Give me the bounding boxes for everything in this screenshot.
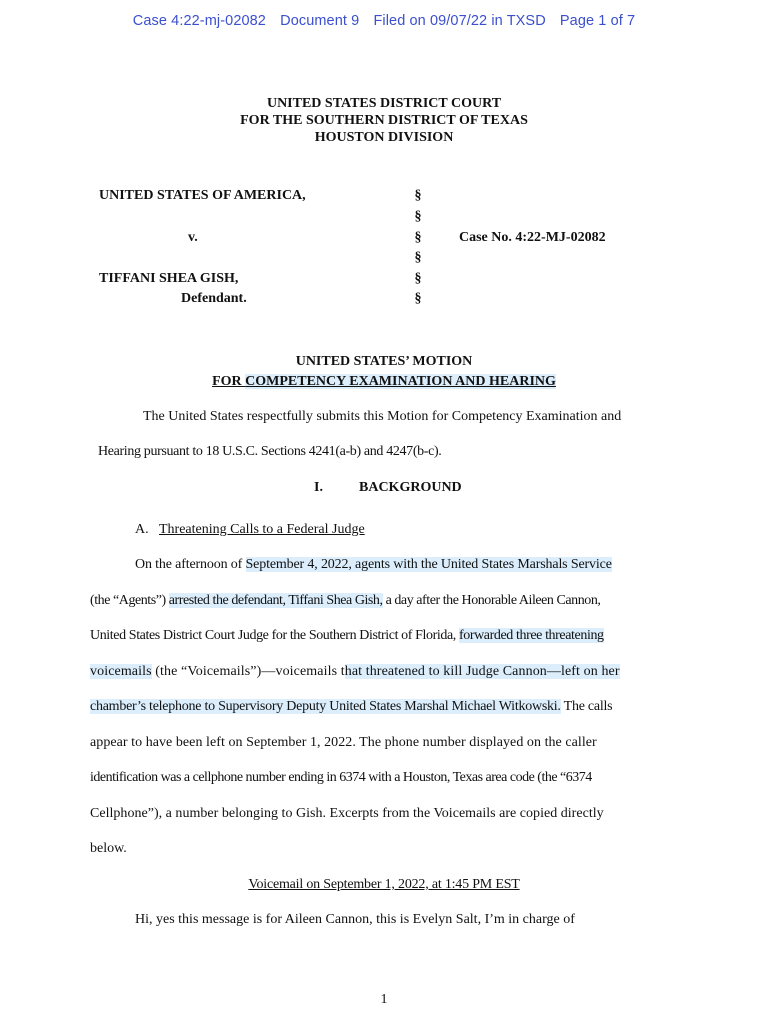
section-symbol: § [414,230,422,245]
motion-title-prefix: FOR [212,374,246,389]
highlighted-text: forwarded three threatening [458,628,604,643]
paragraph-line-1 [135,557,680,573]
subsection-title: Threatening Calls to a Federal Judge [159,522,365,537]
paragraph-line-6: appear to have been left on September 1, 2022. The phone number displayed on the caller [90,735,597,750]
section-symbol: § [414,188,422,203]
highlighted-text: hat threatened to kill Judge Cannon—left on her [344,664,620,679]
paragraph-line-8: Cellphone”), a number belonging to Gish. Excerpts from the Voicemails are copied directly [90,806,604,821]
court-district: FOR THE SOUTHERN DISTRICT OF TEXAS [240,113,528,128]
paragraph-text: United States District Court Judge for the Southern District of Florida, [90,628,459,643]
paragraph-line-3 [90,628,678,644]
ecf-filed-date: Filed on 09/07/22 in TXSD [373,13,546,29]
caption-defendant-name: TIFFANI SHEA GISH, [99,271,239,286]
section-symbol: § [414,291,422,306]
ecf-filing-header [0,13,768,29]
caption-versus: v. [188,230,198,245]
caption-defendant-label: Defendant. [181,291,247,306]
highlighted-text: September 4, 2022, agents with the United States Marshals Service [245,557,612,572]
section-symbol: § [414,271,422,286]
ecf-case-number: Case 4:22-mj-02082 [132,13,266,29]
highlighted-text: voicemails [90,664,152,679]
intro-line-2: Hearing pursuant to 18 U.S.C. Sections 4241(a-b) and 4247(b-c). [98,444,442,459]
caption-plaintiff: UNITED STATES OF AMERICA, [99,188,306,203]
court-name: UNITED STATES DISTRICT COURT [266,96,502,111]
intro-line-1: The United States respectfully submits this Motion for Competency Examination and [143,409,622,424]
motion-title-line2 [0,372,768,392]
subsection-letter: A. [135,522,149,537]
court-division: HOUSTON DIVISION [314,130,454,145]
highlighted-text: arrested the defendant, Tiffani Shea Gish, [168,593,383,608]
paragraph-text: The calls [560,699,613,714]
motion-title-highlight: COMPETENCY EXAMINATION AND HEARING [245,374,556,389]
section-symbol: § [414,250,422,265]
paragraph-text: On the afternoon of [135,557,246,572]
paragraph-line-7: identification was a cellphone number ending in 6374 with a Houston, Texas area code (the “6374 [90,770,592,785]
paragraph-line-9: below. [90,841,127,856]
section-symbol: § [414,209,422,224]
section-number: I. [314,480,323,495]
section-title: BACKGROUND [359,480,462,495]
voicemail-heading: Voicemail on September 1, 2022, at 1:45 PM EST [248,877,520,892]
ecf-page-count: Page 1 of 7 [559,13,636,29]
ecf-document-number: Document 9 [280,13,360,29]
motion-title-line1: UNITED STATES’ MOTION [295,354,473,369]
court-heading [0,95,768,146]
paragraph-line-5 [90,699,678,715]
highlighted-text: chamber’s telephone to Supervisory Deputy United States Marshal Michael Witkowski. [90,699,561,714]
paragraph-line-2 [90,593,678,609]
motion-title [0,352,768,392]
paragraph-text: (the “Agents”) [90,593,169,608]
paragraph-text: (the “Voicemails”)—voicemails t [151,664,345,679]
paragraph-text: a day after the Honorable Aileen Cannon, [382,593,601,608]
page-number: 1 [380,992,388,1007]
voicemail-transcript-line: Hi, yes this message is for Aileen Cannon, this is Evelyn Salt, I’m in charge of [135,912,575,927]
paragraph-line-4 [90,664,678,680]
caption-case-number: Case No. 4:22-MJ-02082 [459,230,606,245]
